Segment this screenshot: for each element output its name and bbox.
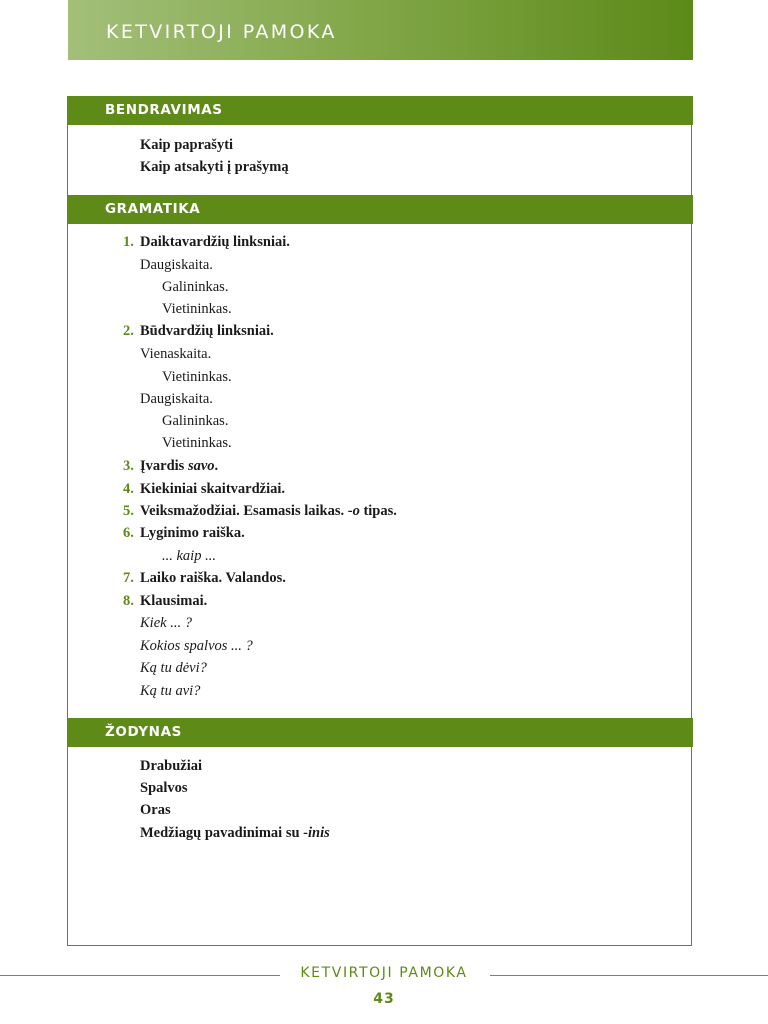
grammar-subitem: Galininkas. [162,279,229,295]
grammar-item: Būdvardžių linksniai. [140,323,274,339]
grammar-item: Laiko raiška. Valandos. [140,570,286,586]
section-title: GRAMATIKA [105,201,201,217]
grammar-item [140,457,218,475]
grammar-subitem: Vietininkas. [162,435,232,451]
grammar-subitem: Kiek ... ? [140,615,192,631]
grammar-item-end: tipas. [359,503,397,519]
page-number: 43 [373,991,395,1007]
section-header-gramatika [67,195,693,224]
list-item [140,824,330,842]
grammar-item: Kiekiniai skaitvardžiai. [140,481,286,497]
section-title: BENDRAVIMAS [105,102,223,118]
grammar-item-end: . [214,458,219,474]
item-number: 4. [123,481,134,497]
list-item-text: Medžiagų pavadinimai su - [140,825,308,841]
grammar-item: Daiktavardžių linksniai. [140,234,290,250]
grammar-subitem: Daugiskaita. [140,391,213,407]
section-header-zodynas [67,718,693,747]
item-number: 5. [123,503,134,519]
grammar-item-italic: savo [187,458,215,474]
item-number: 2. [123,323,134,339]
grammar-subitem: Daugiskaita. [140,257,213,273]
grammar-subitem: ... kaip ... [162,548,216,564]
grammar-subitem: Ką tu dėvi? [140,660,207,676]
grammar-item-italic: o [352,503,360,519]
item-number: 6. [123,525,134,541]
list-item: Drabužiai [140,758,203,774]
grammar-subitem: Ką tu avi? [140,683,201,699]
grammar-item [140,502,397,520]
chapter-banner [68,0,693,60]
item-number: 7. [123,570,134,586]
grammar-subitem: Galininkas. [162,413,229,429]
list-item: Kaip paprašyti [140,137,234,153]
grammar-subitem: Vietininkas. [162,369,232,385]
grammar-item-text: Veiksmažodžiai. Esamasis laikas. - [140,503,353,519]
item-number: 3. [123,458,134,474]
list-item: Kaip atsakyti į prašymą [140,159,289,175]
chapter-title: KETVIRTOJI PAMOKA [106,21,337,43]
list-item-italic: inis [307,825,330,841]
item-number: 8. [123,593,134,609]
footer-title: KETVIRTOJI PAMOKA [300,965,468,981]
item-number: 1. [123,234,134,250]
section-header-bendravimas [67,96,693,125]
list-item: Oras [140,802,171,818]
grammar-item: Lyginimo raiška. [140,525,245,541]
list-item: Spalvos [140,780,188,796]
grammar-subitem: Kokios spalvos ... ? [140,638,253,654]
grammar-subitem: Vienaskaita. [140,346,212,362]
grammar-item-text: Įvardis [140,458,188,474]
grammar-item: Klausimai. [140,593,208,609]
section-title: ŽODYNAS [105,724,182,740]
grammar-subitem: Vietininkas. [162,301,232,317]
